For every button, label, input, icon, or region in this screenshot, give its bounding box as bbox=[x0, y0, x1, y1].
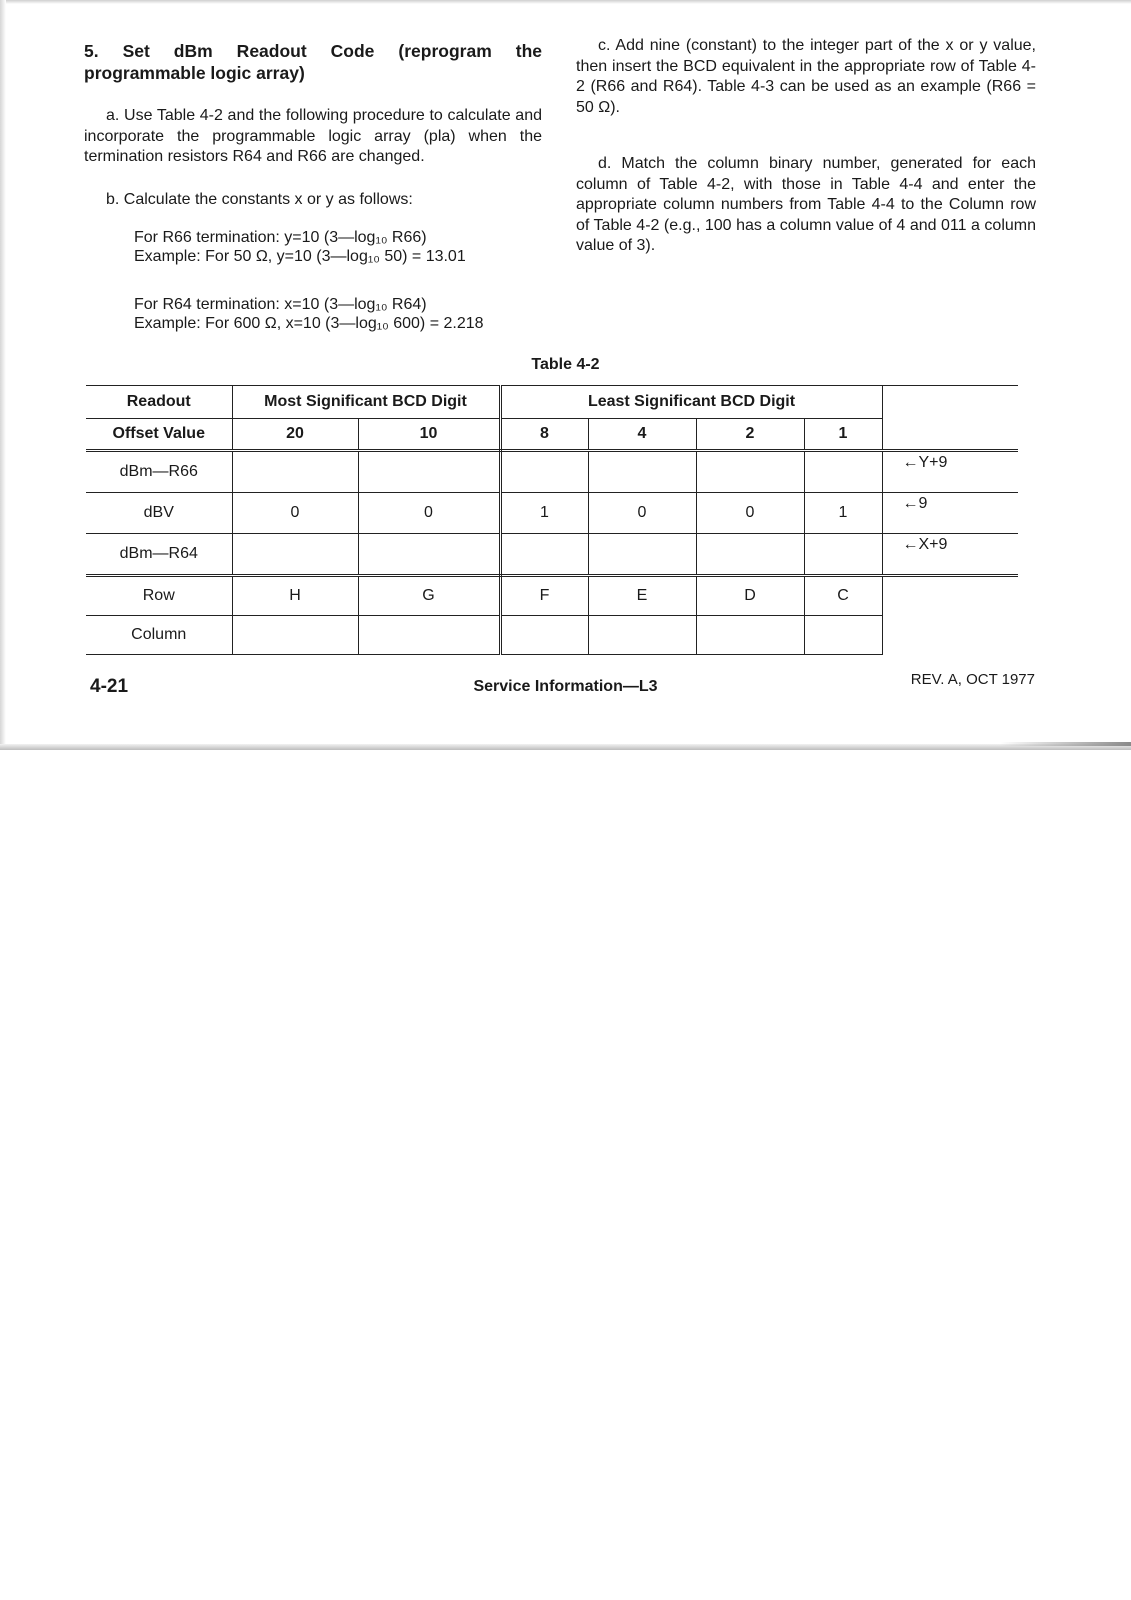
column-value-4 bbox=[588, 616, 696, 655]
cell-dbm-r64-10 bbox=[358, 534, 500, 576]
row-label-column: Column bbox=[86, 616, 232, 655]
cell-dbm-r66-1 bbox=[804, 451, 882, 493]
row-label-dbm-r66: dBm—R66 bbox=[86, 451, 232, 493]
cell-dbm-r66-20 bbox=[232, 451, 358, 493]
formula-r64 bbox=[134, 295, 542, 334]
table-title: Table 4-2 bbox=[531, 356, 600, 373]
table-row bbox=[86, 493, 1018, 534]
table-row bbox=[86, 576, 1018, 616]
scan-edge-left bbox=[0, 0, 6, 748]
formula-r64-example: Example: For 600 Ω, x=10 (3—log₁₀ 600) = 2.218 bbox=[134, 315, 484, 332]
column-value-10 bbox=[358, 616, 500, 655]
formula-r64-definition: For R64 termination: x=10 (3—log₁₀ R64) bbox=[134, 295, 427, 313]
left-column bbox=[84, 40, 542, 334]
row-letter-d: D bbox=[696, 576, 804, 616]
scan-shadow bbox=[1000, 742, 1131, 746]
formula-r66-definition: For R66 termination: y=10 (3—log₁₀ R66) bbox=[134, 228, 427, 246]
cell-dbm-r66-2 bbox=[696, 451, 804, 493]
weight-4: 4 bbox=[588, 419, 696, 451]
cell-dbv-4: 0 bbox=[588, 493, 696, 534]
column-value-20 bbox=[232, 616, 358, 655]
row-label-dbv: dBV bbox=[86, 493, 232, 534]
row-letter-h: H bbox=[232, 576, 358, 616]
row-letter-f: F bbox=[500, 576, 588, 616]
table-header-row-1 bbox=[86, 386, 1018, 419]
table-header-row-2 bbox=[86, 419, 1018, 451]
formula-r66 bbox=[134, 228, 542, 267]
table-row bbox=[86, 616, 1018, 655]
row-note-spacer bbox=[882, 576, 1018, 616]
weight-1: 1 bbox=[804, 419, 882, 451]
step-d-text: d. Match the column binary number, generated for each column of Table 4-2, with those in Table 4-4 and enter the appropriate column numbers from Table 4-4 to the Column row of Table 4-2 (e.g., 100 has a column value of 4 and 011 a column value of 3). bbox=[576, 155, 1036, 254]
table-row bbox=[86, 534, 1018, 576]
cell-dbv-2: 0 bbox=[696, 493, 804, 534]
column-value-1 bbox=[804, 616, 882, 655]
cell-dbv-10: 0 bbox=[358, 493, 500, 534]
header-readout: Readout bbox=[86, 386, 232, 419]
formula-r66-example: Example: For 50 Ω, y=10 (3—log₁₀ 50) = 13.01 bbox=[134, 248, 466, 265]
cell-dbm-r64-4 bbox=[588, 534, 696, 576]
column-value-2 bbox=[696, 616, 804, 655]
column-value-8 bbox=[500, 616, 588, 655]
row-label-dbm-r64: dBm—R64 bbox=[86, 534, 232, 576]
cell-dbm-r66-4 bbox=[588, 451, 696, 493]
row-letter-e: E bbox=[588, 576, 696, 616]
cell-dbm-r66-10 bbox=[358, 451, 500, 493]
row-label-row: Row bbox=[86, 576, 232, 616]
weight-2: 2 bbox=[696, 419, 804, 451]
note-y-plus-9: ←Y+9 bbox=[882, 451, 1018, 493]
weight-8: 8 bbox=[500, 419, 588, 451]
revision-label: REV. A, OCT 1977 bbox=[910, 671, 1035, 688]
footer-section-title: Service Information—L3 bbox=[473, 678, 658, 695]
cell-dbm-r64-2 bbox=[696, 534, 804, 576]
cell-dbv-8: 1 bbox=[500, 493, 588, 534]
cell-dbm-r64-20 bbox=[232, 534, 358, 576]
cell-dbm-r66-8 bbox=[500, 451, 588, 493]
weight-10: 10 bbox=[358, 419, 500, 451]
row-letter-g: G bbox=[358, 576, 500, 616]
header-msd: Most Significant BCD Digit bbox=[232, 386, 500, 419]
header-lsd: Least Significant BCD Digit bbox=[500, 386, 882, 419]
table-row bbox=[86, 451, 1018, 493]
page-number: 4-21 bbox=[90, 676, 129, 697]
step-c-text: c. Add nine (constant) to the integer part of the x or y value, then insert the BCD equivalent in the appropriate row of Table 4-2 (R66 and R64). Table 4-3 can be used as an example (R66 = 50 Ω). bbox=[576, 37, 1036, 116]
cell-dbv-20: 0 bbox=[232, 493, 358, 534]
weight-note-spacer bbox=[882, 419, 1018, 451]
row-letter-c: C bbox=[804, 576, 882, 616]
step-b-text: b. Calculate the constants x or y as follows: bbox=[106, 190, 413, 208]
right-column bbox=[576, 36, 1036, 257]
scan-edge-bottom bbox=[0, 744, 1131, 750]
cell-dbm-r64-8 bbox=[500, 534, 588, 576]
section-heading: 5. Set dBm Readout Code (reprogram the programmable logic array) bbox=[84, 41, 542, 83]
note-x-plus-9: ←X+9 bbox=[882, 534, 1018, 576]
header-note-spacer bbox=[882, 386, 1018, 419]
cell-dbv-1: 1 bbox=[804, 493, 882, 534]
cell-dbm-r64-1 bbox=[804, 534, 882, 576]
note-9: ←9 bbox=[882, 493, 1018, 534]
column-note-spacer bbox=[882, 616, 1018, 655]
scan-edge-top bbox=[0, 0, 1131, 4]
header-offset-value: Offset Value bbox=[86, 419, 232, 451]
weight-20: 20 bbox=[232, 419, 358, 451]
step-a-text: a. Use Table 4-2 and the following procedure to calculate and incorporate the programmable logic array (pla) when the termination resistors R64 and R66 are changed. bbox=[84, 107, 542, 165]
table-4-2 bbox=[86, 385, 1018, 655]
